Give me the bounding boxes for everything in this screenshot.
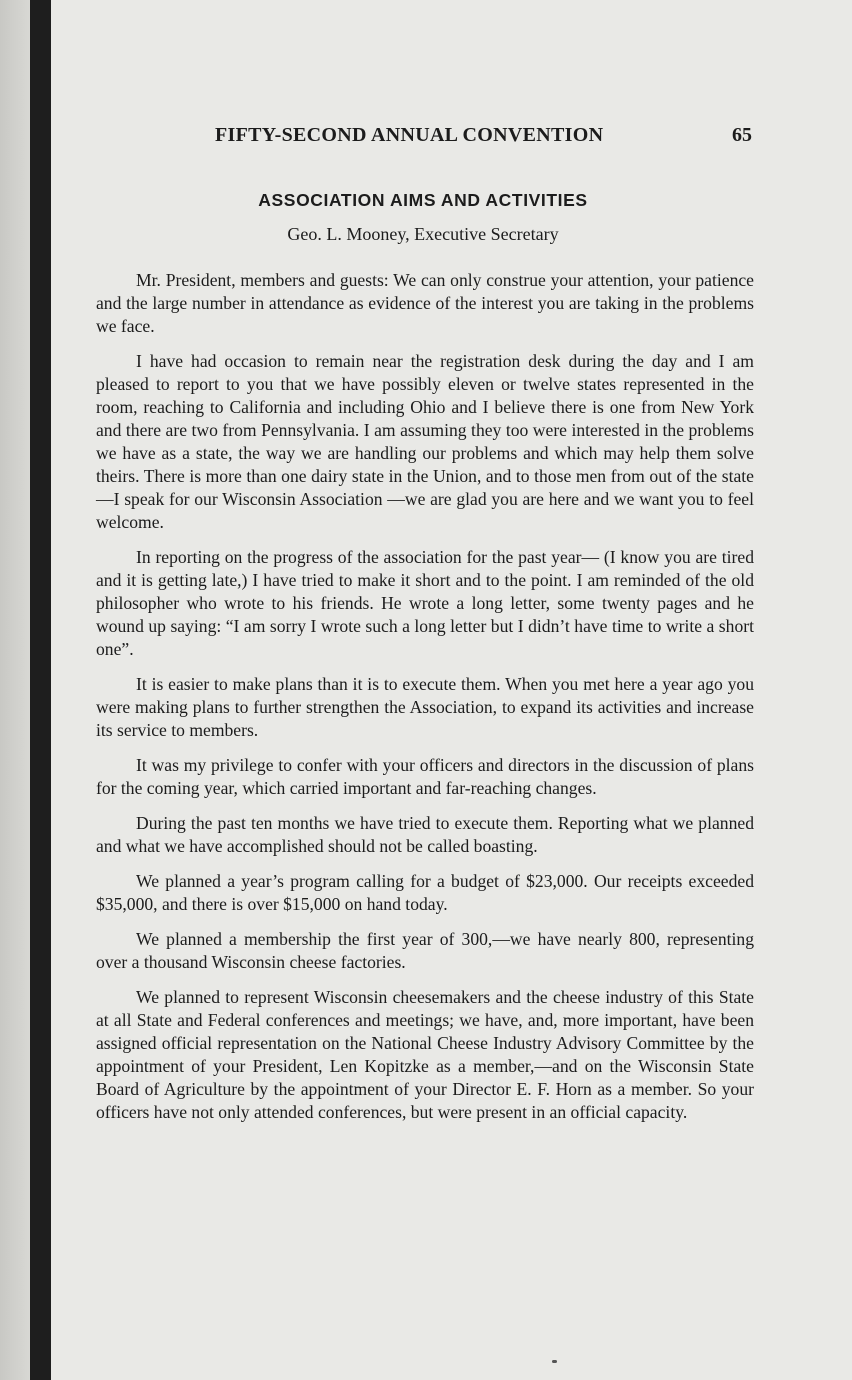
paragraph: It was my privilege to confer with your officers and directors in the discussion of plans for the coming year, which carried important and far-reaching changes. [96, 755, 754, 798]
paragraph: It is easier to make plans than it is to execute them. When you met here a year ago you were making plans to further strengthen the Association, to expand its activities and increase its service to members. [96, 674, 754, 740]
paragraph: In reporting on the progress of the association for the past year— (I know you are tired and it is getting late,) I have tried to make it short and to the point. I am reminded of the old philosopher who wrote to his friends. He wrote a long letter, some twenty pages and he wound up saying: “I am sorry I wrote such a long letter but I didn’t have time to write a short one”. [96, 547, 754, 659]
paragraph: Mr. President, members and guests: We can only construe your attention, your patience and the large number in attendance as evidence of the interest you are taking in the problems we face. [96, 270, 754, 336]
page-header [210, 124, 752, 150]
article-body [96, 269, 754, 1136]
article-byline: Geo. L. Mooney, Executive Secretary [287, 224, 559, 244]
paragraph: We planned a membership the first year of 300,—we have nearly 800, representing over a thousand Wisconsin cheese factories. [96, 929, 754, 972]
article-title: ASSOCIATION AIMS AND ACTIVITIES [258, 190, 588, 210]
paragraph: We planned a year’s program calling for a budget of $23,000. Our receipts exceeded $35,000, and there is over $15,000 on hand today. [96, 871, 754, 914]
paragraph: I have had occasion to remain near the registration desk during the day and I am pleased to report to you that we have possibly eleven or twelve states represented in the room, reaching to California and including Ohio and I believe there is one from New York and there are two from Pennsylvania. I am assuming they too were interested in the problems we have as a state, the way we are handling our problems and which may help them solve theirs. There is more than one dairy state in the Union, and to those men from out of the state—I speak for our Wisconsin Association —we are glad you are here and we want you to feel welcome. [96, 351, 754, 532]
print-speck [552, 1360, 557, 1363]
page-number: 65 [732, 124, 752, 146]
page-binding-shadow [0, 0, 30, 1380]
page-binding-edge [30, 0, 51, 1380]
paragraph: During the past ten months we have tried to execute them. Reporting what we planned and what we have accomplished should not be called boasting. [96, 813, 754, 856]
running-title: FIFTY-SECOND ANNUAL CONVENTION [215, 124, 604, 146]
paragraph: We planned to represent Wisconsin cheesemakers and the cheese industry of this State at all State and Federal conferences and meetings; we have, and, more important, have been assigned official representation on the National Cheese Industry Advisory Committee by the appointment of your President, Len Kopitzke as a member,—and on the Wisconsin State Board of Agriculture by the appointment of your Director E. F. Horn as a member. So your officers have not only attended conferences, but were present in an official capacity. [96, 987, 754, 1122]
